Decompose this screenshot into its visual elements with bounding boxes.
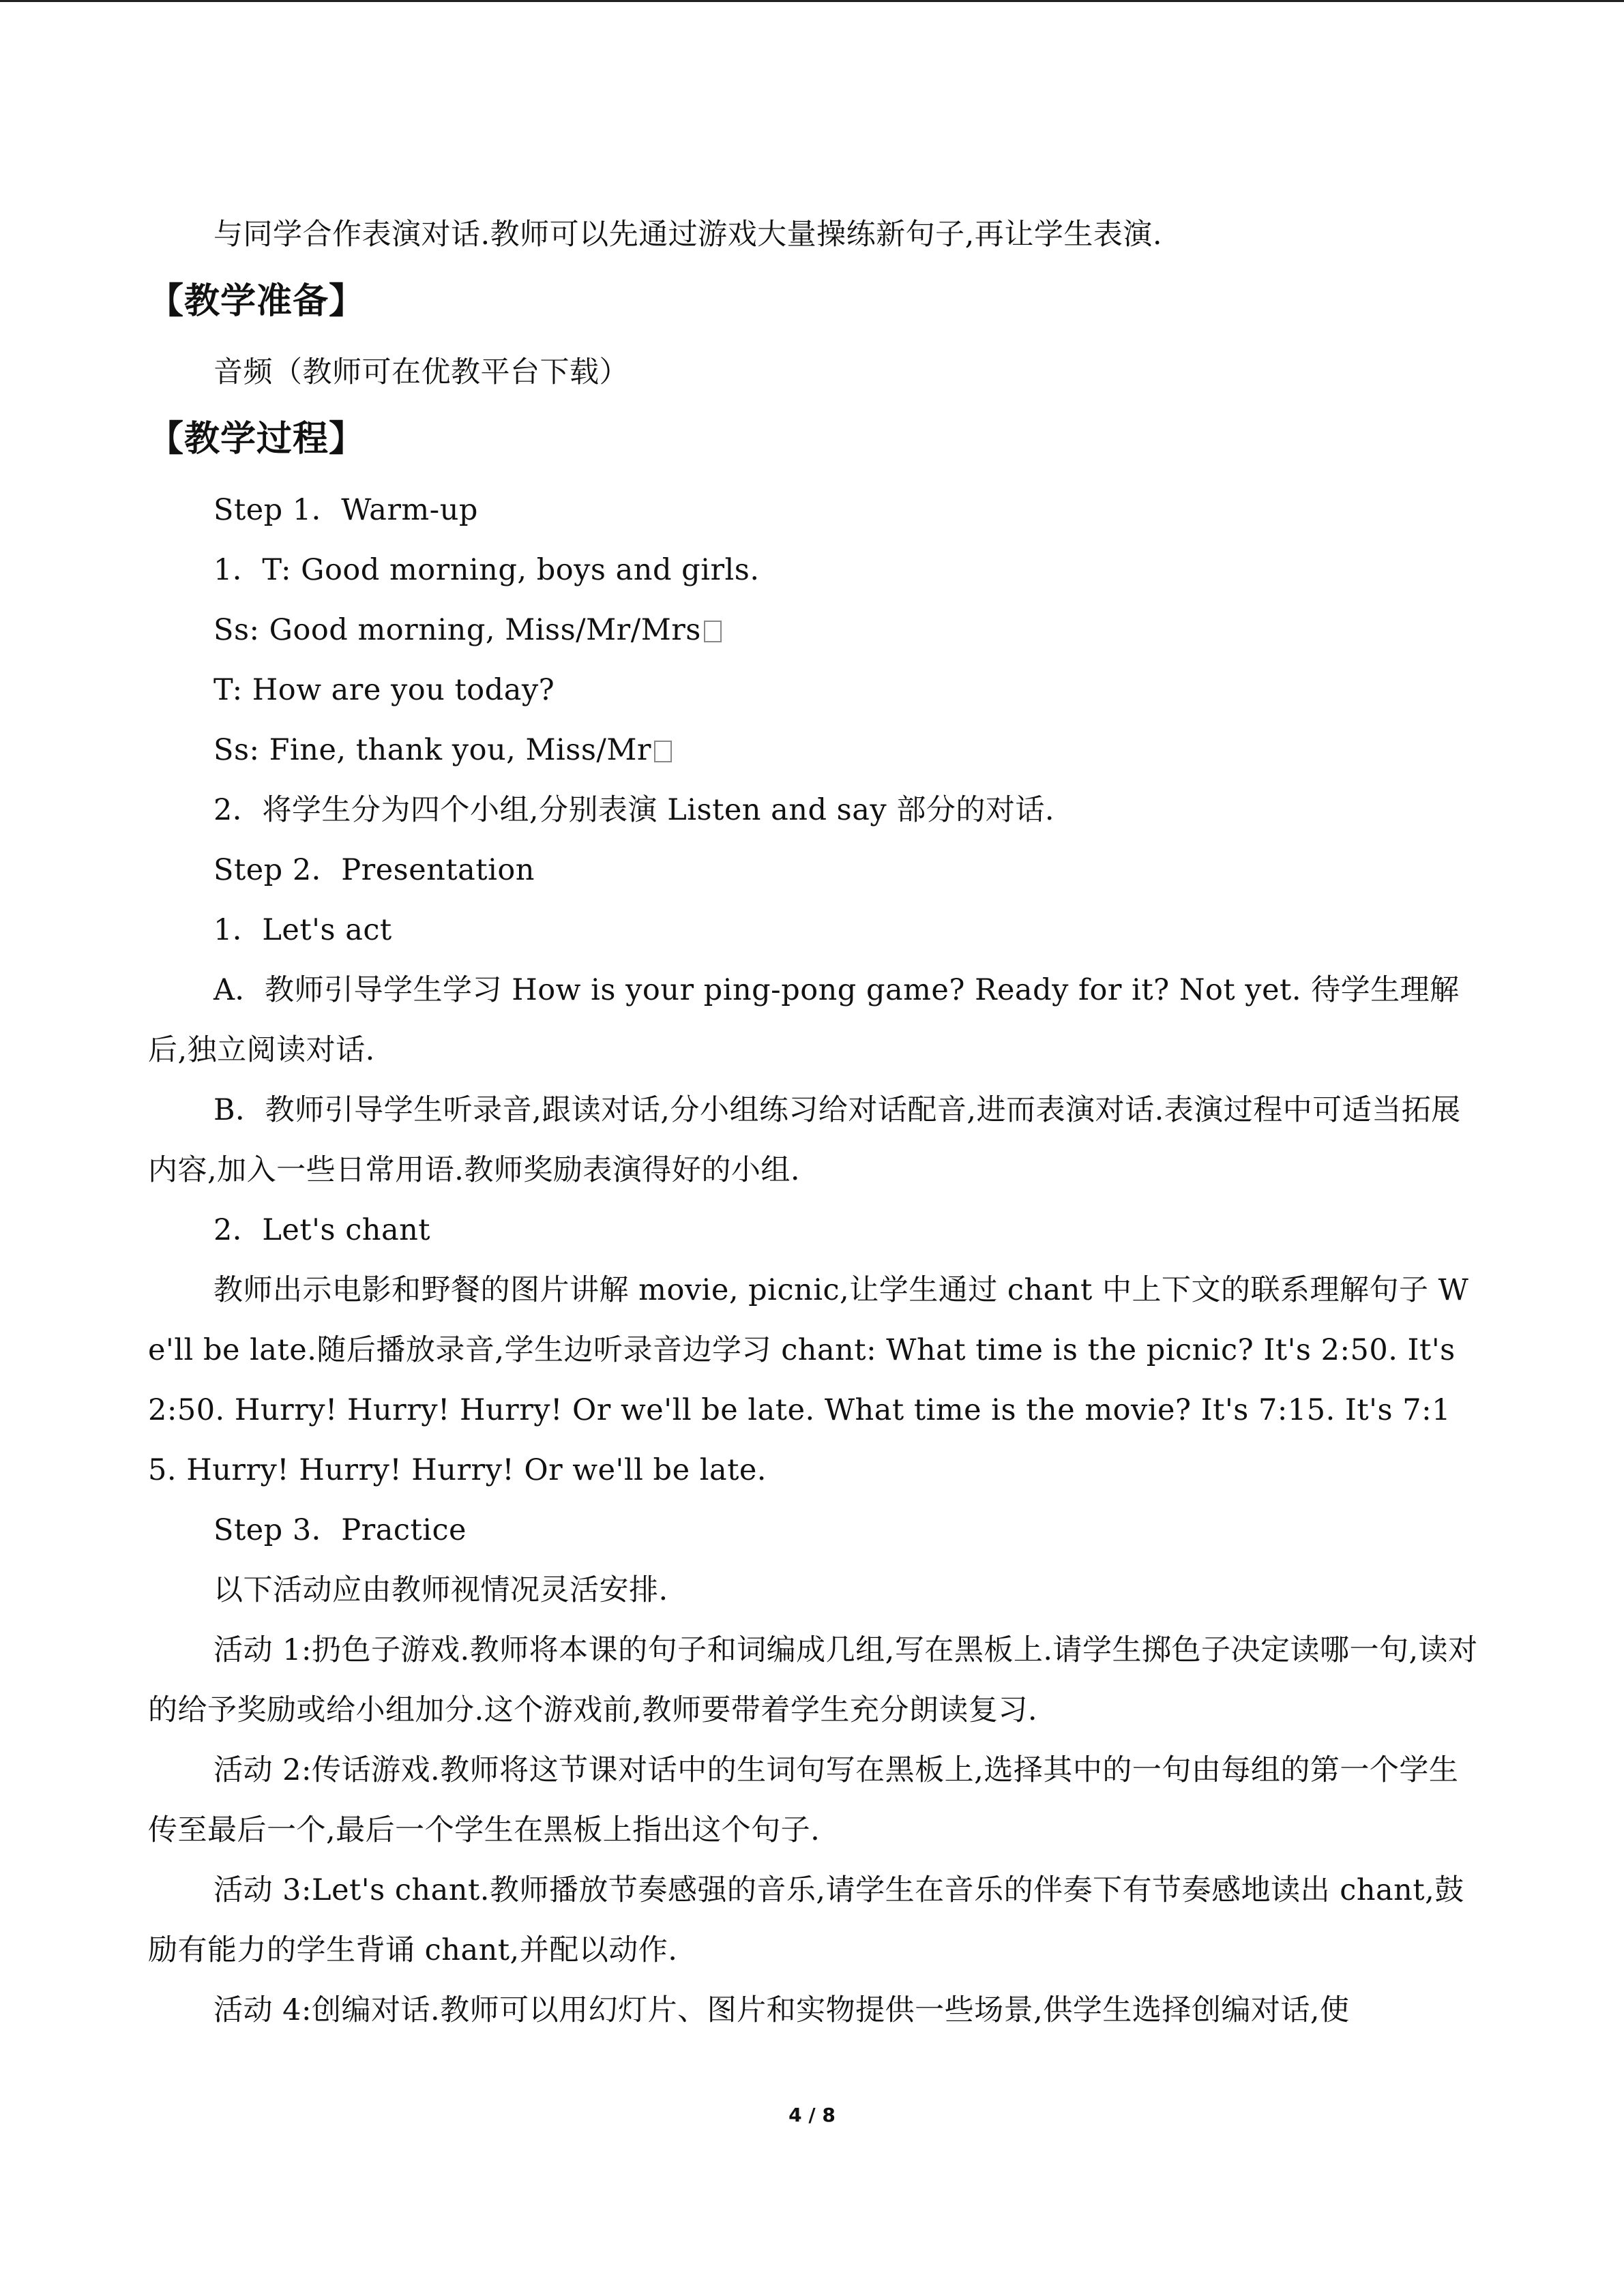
document-body bbox=[148, 205, 1478, 2040]
step2-chant-text: 教师出示电影和野餐的图片讲解 movie, picnic,让学生通过 chant 中上下文的联系理解句子 We'll be late.随后播放录音,学生边听录音边学习 chant: What time is the picnic? It's 2:50. It's 2:50. Hurry! Hurry! Hurry! Or we'll be late. What time is the movie? It's 7:15. It's 7:15. Hurry! Hurry! Hurry! Or we'll be late. bbox=[148, 1273, 1469, 1487]
step3-title: Step 3．Practice bbox=[213, 1513, 467, 1547]
step3-activity-4: 活动 4:创编对话.教师可以用幻灯片、图片和实物提供一些场景,供学生选择创编对话,使 bbox=[213, 1993, 1350, 2027]
placeholder-box-icon bbox=[654, 741, 672, 762]
step3-activity-3: 活动 3:Let's chant.教师播放节奏感强的音乐,请学生在音乐的伴奏下有节奏感地读出 chant,鼓励有能力的学生背诵 chant,并配以动作. bbox=[148, 1873, 1464, 1967]
step1-line-1: 1．T: Good morning, boys and girls. bbox=[213, 553, 760, 587]
step2-title: Step 2．Presentation bbox=[213, 853, 535, 887]
intro-line: 与同学合作表演对话.教师可以先通过游戏大量操练新句子,再让学生表演. bbox=[213, 218, 1163, 252]
step2-item-b: B．教师引导学生听录音,跟读对话,分小组练习给对话配音,进而表演对话.表演过程中可适当拓展内容,加入一些日常用语.教师奖励表演得好的小组. bbox=[148, 1093, 1461, 1187]
step1-line-2 bbox=[148, 600, 1478, 660]
step1-line-5: 2．将学生分为四个小组,分别表演 Listen and say 部分的对话. bbox=[213, 793, 1055, 827]
step3-intro: 以下活动应由教师视情况灵活安排. bbox=[213, 1573, 668, 1607]
step1-line-2-text: Ss: Good morning, Miss/Mr/Mrs bbox=[213, 613, 701, 647]
step1-line-3: T: How are you today? bbox=[213, 673, 555, 707]
placeholder-box-icon bbox=[704, 621, 722, 642]
step2-lets-act: 1．Let's act bbox=[213, 913, 392, 947]
step1-line-4-text: Ss: Fine, thank you, Miss/Mr bbox=[213, 733, 651, 767]
heading-teaching-prep: 【教学准备】 bbox=[148, 281, 366, 322]
step3-activity-1: 活动 1:扔色子游戏.教师将本课的句子和词编成几组,写在黑板上.请学生掷色子决定读哪一句,读对的给予奖励或给小组加分.这个游戏前,教师要带着学生充分朗读复习. bbox=[148, 1633, 1478, 1727]
step3-activity-2: 活动 2:传话游戏.教师将这节课对话中的生词句写在黑板上,选择其中的一句由每组的第一个学生传至最后一个,最后一个学生在黑板上指出这个句子. bbox=[148, 1753, 1459, 1847]
step1-line-4 bbox=[148, 720, 1478, 780]
step2-lets-chant: 2．Let's chant bbox=[213, 1213, 431, 1247]
step2-item-a: A．教师引导学生学习 How is your ping-pong game? Ready for it? Not yet. 待学生理解后,独立阅读对话. bbox=[148, 973, 1460, 1067]
step1-title: Step 1．Warm-up bbox=[213, 493, 478, 527]
top-border-line bbox=[0, 0, 1624, 2]
prep-text: 音频（教师可在优教平台下载） bbox=[213, 355, 629, 389]
page-number: 4 / 8 bbox=[788, 2104, 836, 2126]
heading-teaching-process: 【教学过程】 bbox=[148, 419, 366, 460]
